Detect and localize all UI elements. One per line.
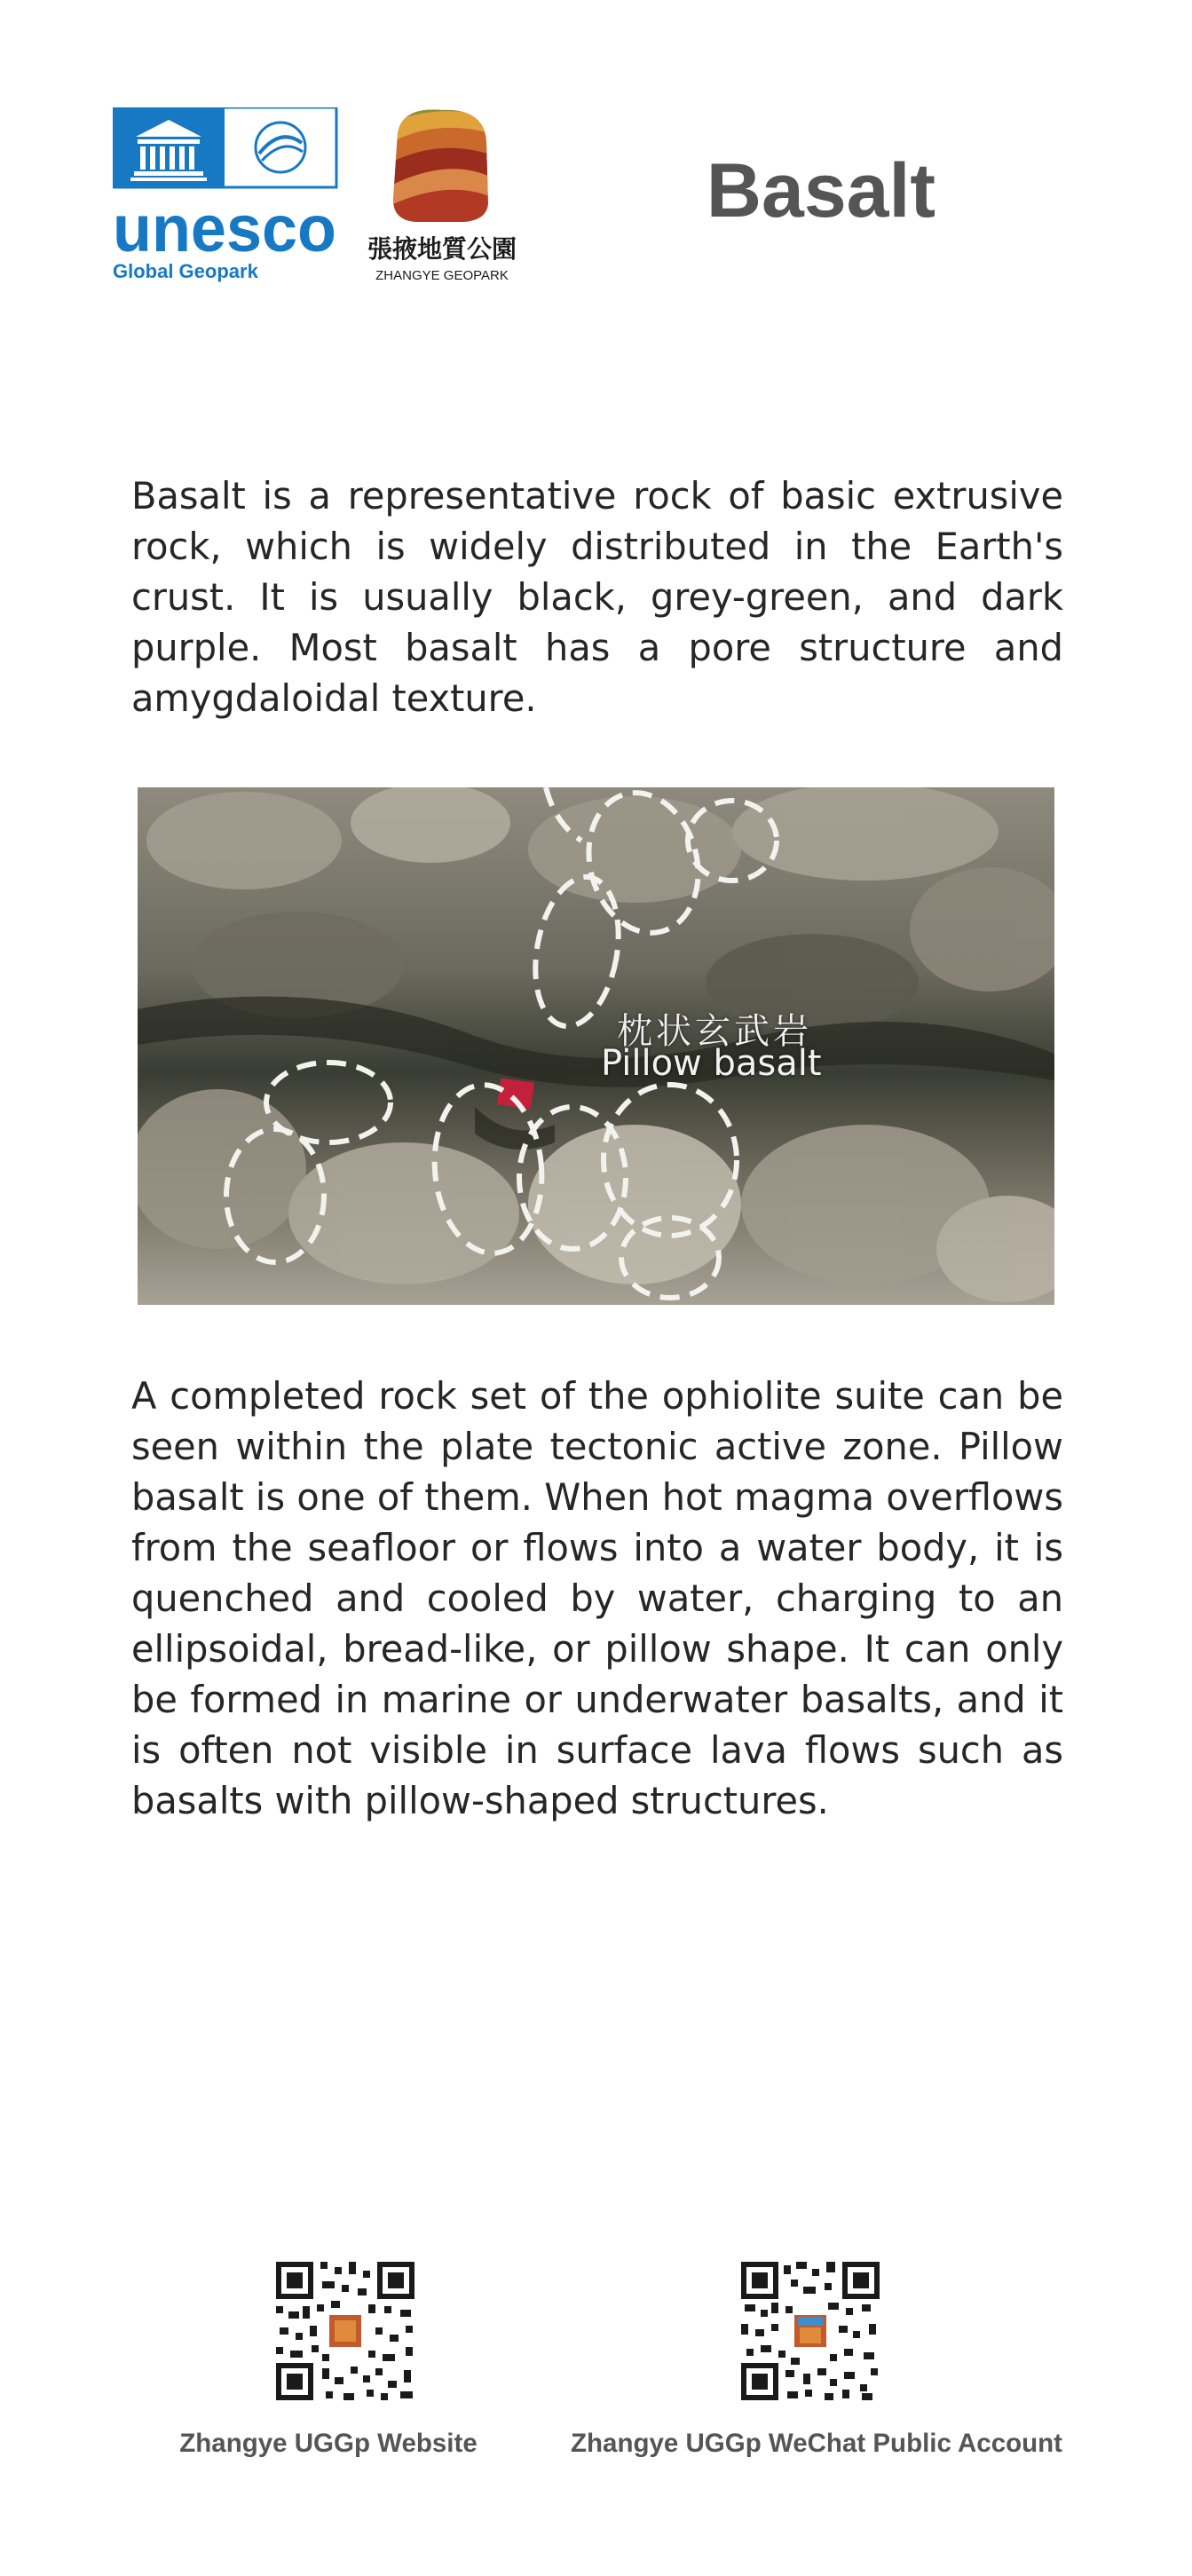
photo-label-english: Pillow basalt — [601, 1043, 822, 1084]
pillow-basalt-photo — [138, 787, 1054, 1305]
pillow-basalt-image — [138, 787, 1054, 1305]
website-qr-code — [276, 2262, 414, 2400]
wechat-qr-code — [741, 2262, 880, 2400]
global-geopark-label: Global Geopark — [113, 260, 258, 282]
zhangye-geopark-logo — [353, 107, 531, 284]
page-title: Basalt — [706, 148, 936, 233]
intro-paragraph: Basalt is a representative rock of basic extrusive rock, which is widely distributed in the Earth's crust. It is usually black, grey-green, and dark purple. Most basalt has a pore structure and amygdaloidal texture. — [131, 474, 1063, 720]
pillow-basalt-paragraph: A completed rock set of the ophiolite suite can be seen within the plate tectonic active zone. Pillow basalt is one of them. When hot magma overflows from the seafloor or flows into a water body, it is quenched and cooled by water, charging to an ellipsoidal, bread-like, or pillow shape. It can only be formed in marine or underwater basalts, and it is often not visible in surface lava flows such as basalts with pillow-shaped structures. — [131, 1374, 1063, 1822]
wechat-qr-caption: Zhangye UGGp WeChat Public Account — [571, 2429, 1062, 2458]
zhangye-logo-en: ZHANGYE GEOPARK — [375, 268, 509, 283]
unesco-wordmark: unesco — [113, 192, 336, 265]
zhangye-logo-cn: 張掖地質公園 — [367, 234, 517, 264]
unesco-global-geopark-logo — [113, 107, 339, 285]
website-qr-caption: Zhangye UGGp Website — [179, 2429, 478, 2458]
photo-label-chinese: 枕状玄武岩 — [617, 1011, 812, 1052]
